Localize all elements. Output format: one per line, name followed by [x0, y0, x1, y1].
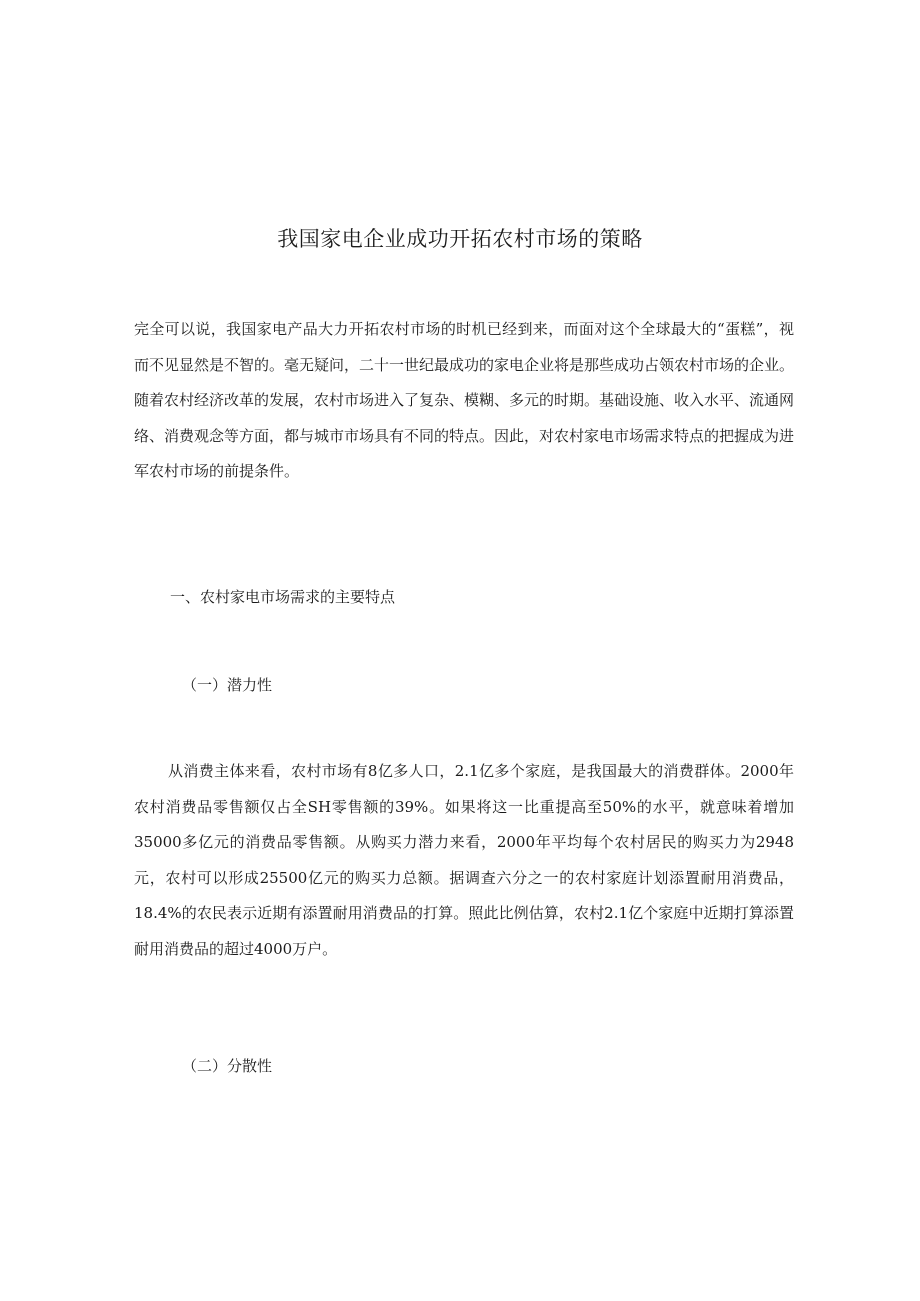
subsection-heading-dispersion: （二）分散性 — [182, 1057, 273, 1075]
document-title: 我国家电企业成功开拓农村市场的策略 — [277, 227, 643, 251]
subsection-heading-potential: （一）潜力性 — [182, 676, 273, 694]
section-heading-demand-features: 一、农村家电市场需求的主要特点 — [170, 588, 396, 606]
potential-paragraph: 从消费主体来看，农村市场有8亿多人口，2.1亿多个家庭，是我国最大的消费群体。2000年农村消费品零售额仅占全SH零售额的39%。如果将这一比重提高至50%的水平，就意味着增加35000多亿元的消费品零售额。从购买力潜力来看，2000年平均每个农村居民的购买力为2948元，农村可以形成25500亿元的购买力总额。据调查六分之一的农村家庭计划添置耐用消费品，18.4%的农民表示近期有添置耐用消费品的打算。照此比例估算，农村2.1亿个家庭中近期打算添置耐用消费品的超过4000万户。 — [134, 762, 794, 958]
intro-paragraph: 完全可以说，我国家电产品大力开拓农村市场的时机已经到来，而面对这个全球最大的“蛋糕”，视而不见显然是不智的。毫无疑问，二十一世纪最成功的家电企业将是那些成功占领农村市场的企业。随着农村经济改革的发展，农村市场进入了复杂、模糊、多元的时期。基础设施、收入水平、流通网络、消费观念等方面，都与城市市场具有不同的特点。因此，对农村家电市场需求特点的把握成为进军农村市场的前提条件。 — [134, 320, 795, 480]
